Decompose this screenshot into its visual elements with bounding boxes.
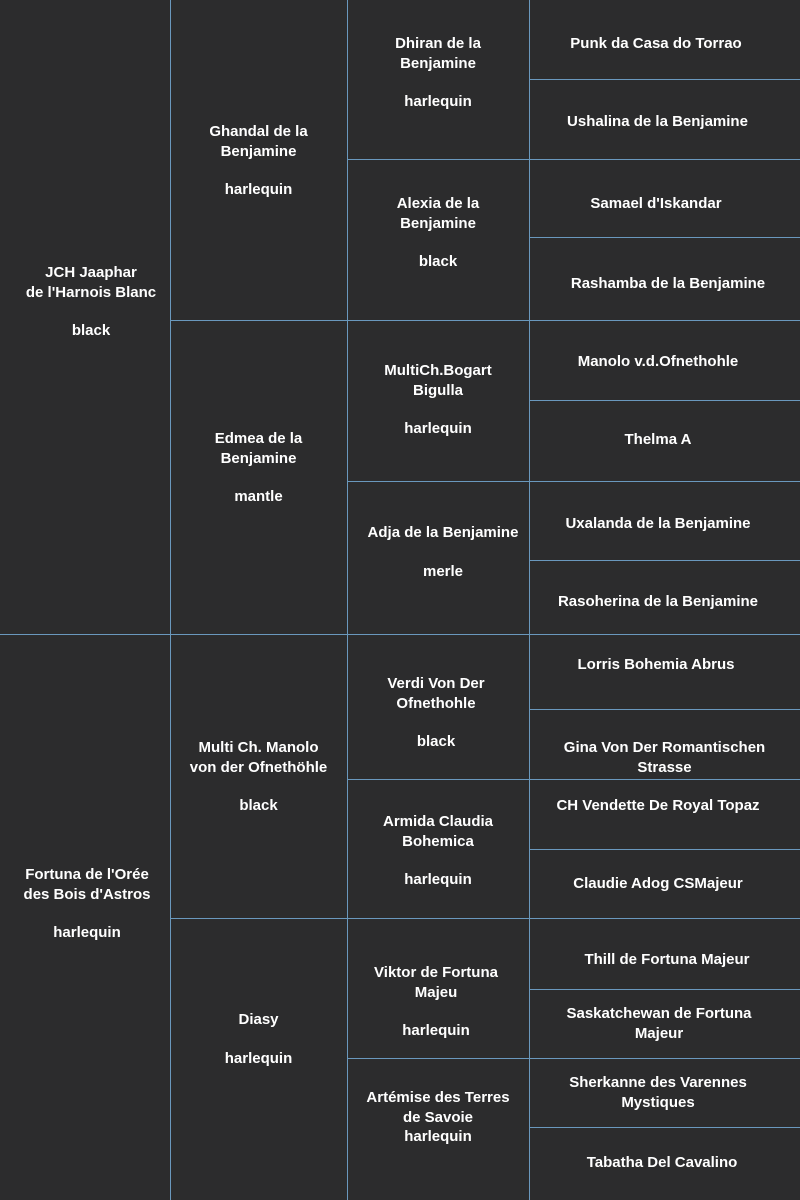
dog-name: Rashamba de la Benjamine [570, 275, 766, 292]
dog-name: Lorris Bohemia Abrus [577, 656, 735, 673]
gen2-sire-sire [170, 122, 347, 200]
coat-color: harlequin [404, 1128, 472, 1145]
coat-color: harlequin [402, 1022, 470, 1039]
coat-color: black [418, 253, 458, 270]
coat-color: harlequin [224, 181, 293, 198]
grid-line [170, 918, 800, 919]
gen4-15 [529, 1073, 787, 1112]
grid-line [529, 560, 800, 561]
grid-line [529, 989, 800, 990]
gen2-dam-sire [170, 738, 347, 816]
grid-line [347, 1058, 800, 1059]
dog-name: Fortuna de l'Orée des Bois d'Astros [23, 866, 151, 903]
dog-name: Dhiran de la Benjamine [395, 35, 481, 72]
coat-color: harlequin [404, 93, 472, 110]
dog-name: Ghandal de la Benjamine [209, 123, 308, 160]
dog-name: Alexia de la Benjamine [396, 195, 480, 232]
dog-name: Armida Claudia Bohemica [382, 813, 494, 850]
coat-color: black [239, 797, 278, 814]
gen4-2 [529, 112, 786, 132]
dog-name: Sherkanne des Varennes Mystiques [569, 1074, 747, 1111]
dog-name: Gina Von Der Romantischen Strasse [563, 739, 766, 776]
gen4-12 [529, 874, 787, 894]
dog-name: Thill de Fortuna Majeur [584, 951, 750, 968]
grid-line [347, 481, 800, 482]
dog-name: Diasy [238, 1011, 279, 1028]
gen3-dd-dam [347, 1088, 529, 1147]
dog-name: Tabatha Del Cavalino [586, 1154, 738, 1171]
gen3-ds-sire [347, 674, 525, 752]
coat-color: black [71, 322, 111, 339]
grid-line [0, 634, 800, 635]
coat-color: harlequin [404, 420, 472, 437]
dog-name: Edmea de la Benjamine [214, 430, 303, 467]
coat-color: harlequin [53, 924, 121, 941]
dog-name: Samael d'Iskandar [590, 195, 722, 212]
grid-line [529, 237, 800, 238]
coat-color: merle [422, 562, 464, 580]
gen1-sire [6, 263, 176, 341]
gen4-7 [529, 514, 787, 534]
grid-line [529, 849, 800, 850]
grid-line [529, 709, 800, 710]
gen3-sd-sire [347, 361, 529, 439]
gen3-ss-dam [347, 194, 529, 272]
grid-line [347, 779, 800, 780]
gen3-ds-dam [347, 812, 529, 890]
gen4-16 [529, 1153, 795, 1173]
coat-color: black [416, 733, 456, 750]
dog-name: Uxalanda de la Benjamine [565, 515, 751, 532]
gen4-4 [529, 274, 800, 294]
dog-name: Claudie Adog CSMajeur [573, 875, 743, 892]
gen4-14 [529, 1004, 789, 1043]
dog-name: MultiCh.Bogart Bigulla [384, 362, 492, 399]
dog-name: Thelma A [624, 431, 692, 448]
gen4-5 [529, 352, 787, 372]
dog-name: JCH Jaaphar de l'Harnois Blanc [25, 264, 157, 301]
dog-name: Punk da Casa do Torrao [570, 35, 742, 52]
coat-color: harlequin [404, 871, 472, 888]
gen4-6 [529, 430, 787, 450]
dog-name: Saskatchewan de Fortuna Majeur [566, 1005, 752, 1042]
coat-color: harlequin [224, 1049, 293, 1067]
dog-name: Rasoherina de la Benjamine [557, 593, 759, 610]
grid-line [347, 159, 800, 160]
gen4-10 [529, 738, 800, 777]
gen4-11 [529, 796, 787, 816]
gen3-sd-dam [347, 523, 539, 581]
gen4-9 [529, 655, 783, 675]
dog-name: Multi Ch. Manolo von der Ofnethöhle [189, 739, 328, 776]
grid-line [529, 79, 800, 80]
gen1-dam [2, 865, 172, 943]
gen4-8 [529, 592, 787, 612]
gen3-dd-sire [347, 963, 525, 1041]
dog-name: Adja de la Benjamine [367, 524, 519, 541]
dog-name: Artémise des Terres de Savoie [366, 1089, 510, 1126]
gen2-sire-dam [170, 429, 347, 507]
dog-name: CH Vendette De Royal Topaz [556, 797, 760, 814]
grid-line [529, 1127, 800, 1128]
gen4-1 [529, 34, 783, 54]
dog-name: Verdi Von Der Ofnethohle [387, 675, 485, 712]
dog-name: Viktor de Fortuna Majeu [374, 964, 498, 1001]
gen3-ss-sire [347, 34, 529, 112]
gen4-3 [529, 194, 783, 214]
grid-line [529, 400, 800, 401]
dog-name: Ushalina de la Benjamine [567, 113, 748, 130]
grid-line [170, 320, 800, 321]
dog-name: Manolo v.d.Ofnethohle [577, 353, 739, 370]
coat-color: mantle [234, 488, 283, 505]
gen2-dam-dam [170, 1010, 347, 1068]
gen4-13 [529, 950, 800, 970]
